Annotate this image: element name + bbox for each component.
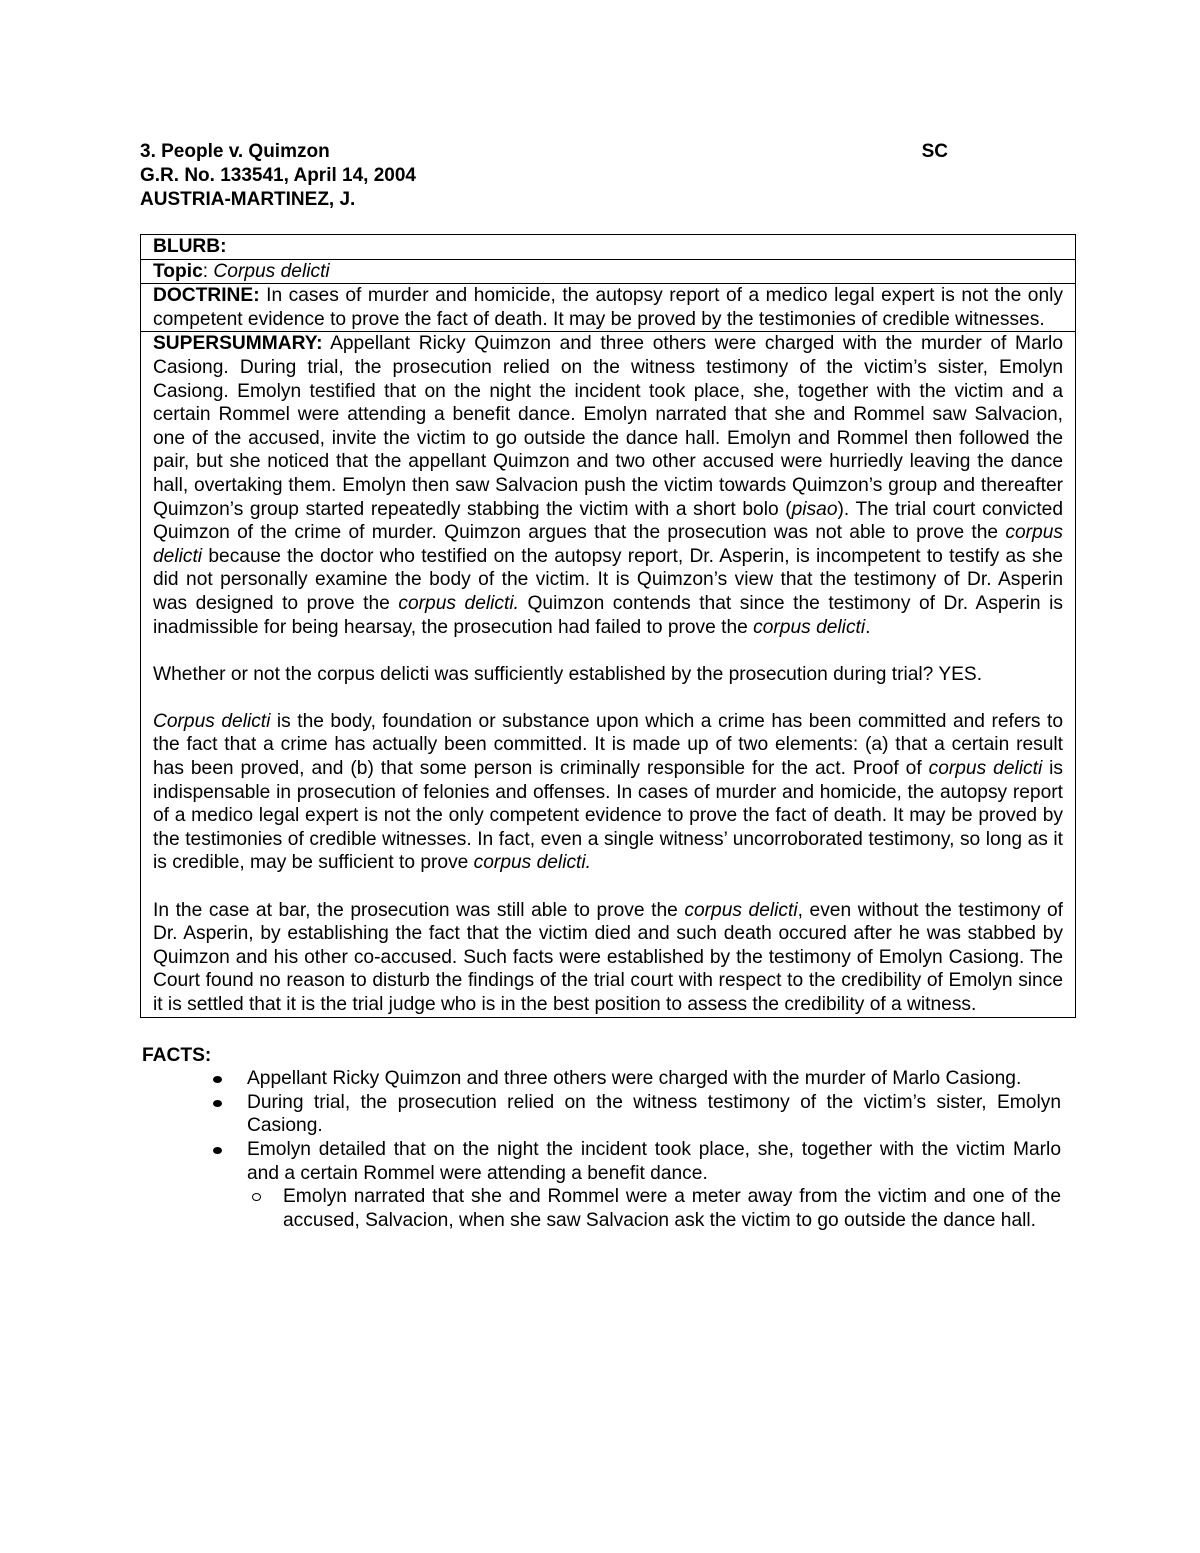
supersummary-paragraph-1 bbox=[153, 332, 1063, 639]
ss-text: . bbox=[865, 616, 871, 638]
hollow-bullet-icon bbox=[252, 1193, 261, 1201]
bullet-icon bbox=[213, 1147, 222, 1154]
bullet-icon bbox=[213, 1100, 222, 1107]
doctrine-label: DOCTRINE: bbox=[153, 285, 260, 307]
topic-cell bbox=[141, 260, 1075, 285]
ss-italic: corpus delicti bbox=[928, 758, 1043, 780]
gr-number: G.R. No. 133541, April 14, 2004 bbox=[140, 165, 416, 186]
ss-italic: corpus delicti bbox=[153, 522, 1063, 567]
topic-separator: : bbox=[202, 260, 214, 282]
ss-text: is the body, foundation or substance upon which a crime has been committed and refers to the fact that a crime has actually been committed. It is made up of two elements: (a) that a certain result has been proved, and (b) that some person is criminally responsible for the act. Proof of bbox=[153, 710, 1063, 780]
blurb-table bbox=[140, 234, 1076, 1018]
blurb-heading: BLURB: bbox=[153, 236, 227, 257]
ss-italic: corpus delicti. bbox=[473, 852, 591, 874]
ss-text: In the case at bar, the prosecution was still able to prove the bbox=[153, 899, 685, 921]
facts-section bbox=[140, 1044, 1076, 1233]
ss-text: because the doctor who testified on the autopsy report, Dr. Asperin, is incompetent to testify as she did not personally examine the body of the victim. It is Quimzon’s view that the testimony of Dr. Asperin was designed to prove the bbox=[153, 545, 1063, 614]
topic-label: Topic bbox=[153, 260, 203, 282]
doctrine-cell bbox=[141, 284, 1075, 332]
fact-text: During trial, the prosecution relied on the witness testimony of the victim’s sister, Emolyn Casiong. bbox=[247, 1091, 1061, 1137]
list-item bbox=[140, 1091, 1061, 1138]
ss-text: Appellant Ricky Quimzon and three others were charged with the murder of Marlo Casiong. During trial, the prosecution relied on the witness testimony of the victim’s sister, Emolyn Casiong. Emolyn testified that on the night the incident took place, she, together with the victim and a certain Rommel were attending a benefit dance. Emolyn narrated that she and Rommel saw Salvacion, one of the accused, invite the victim to go outside the dance hall. Emolyn and Rommel then followed the pair, but she noticed that the appellant Quimzon and two other accused were hurriedly leaving the dance hall, overtaking them. Emolyn then saw Salvacion push the victim towards Quimzon’s group and thereafter Quimzon’s group started repeatedly stabbing the victim with a short bolo ( bbox=[153, 333, 1063, 520]
list-item bbox=[140, 1067, 1061, 1091]
ponente: AUSTRIA-MARTINEZ, J. bbox=[140, 189, 356, 210]
ss-text: ). The trial court convicted Quimzon of the crime of murder. Quimzon argues that the prosecution was not able to prove the bbox=[153, 498, 1064, 544]
case-title: 3. People v. Quimzon bbox=[140, 141, 330, 162]
case-header bbox=[140, 140, 1076, 212]
sub-list-item bbox=[140, 1185, 1061, 1232]
document-page bbox=[140, 140, 1076, 1232]
blurb-heading-cell bbox=[141, 235, 1075, 260]
supersummary-cell bbox=[141, 332, 1075, 1016]
fact-text: Emolyn detailed that on the night the incident took place, she, together with the victim Marlo and a certain Rommel were attending a benefit dance. bbox=[247, 1138, 1061, 1184]
facts-heading: FACTS: bbox=[142, 1044, 212, 1066]
ss-italic: corpus delicti bbox=[684, 899, 798, 921]
list-item bbox=[140, 1138, 1061, 1185]
supersummary-paragraph-3 bbox=[153, 710, 1063, 875]
topic-value: Corpus delicti bbox=[213, 260, 330, 282]
supersummary-issue: Whether or not the corpus delicti was sufficiently established by the prosecution during trial? YES. bbox=[153, 663, 983, 685]
ss-italic: corpus delicti. bbox=[398, 592, 519, 614]
ss-text: is indispensable in prosecution of felonies and offenses. In cases of murder and homicide, the autopsy report of a medico legal expert is not the only competent evidence to prove the fact of death. It may be proved by the testimonies of credible witnesses. In fact, even a single witness’ uncorroborated testimony, so long as it is credible, may be sufficient to prove bbox=[153, 758, 1064, 874]
ss-italic: pisao bbox=[791, 498, 838, 520]
facts-list bbox=[140, 1067, 1076, 1185]
supersummary-label: SUPERSUMMARY: bbox=[153, 333, 323, 355]
ss-italic: Corpus delicti bbox=[153, 710, 271, 732]
court-label: SC bbox=[921, 141, 948, 162]
ss-italic: corpus delicti bbox=[753, 616, 866, 638]
case-title-row bbox=[140, 140, 948, 164]
ss-text: , even without the testimony of Dr. Asperin, by establishing the fact that the victim died and such death occured after he was stabbed by Quimzon and his other co-accused. Such facts were established by the testimony of Emolyn Casiong. The Court found no reason to disturb the findings of the trial court with respect to the credibility of Emolyn since it is settled that it is the trial judge who is in the best position to assess the credibility of a witness. bbox=[153, 899, 1064, 1015]
bullet-icon bbox=[213, 1076, 222, 1083]
ss-text: Quimzon contends that since the testimony of Dr. Asperin is inadmissible for being hearsay, the prosecution had failed to prove the bbox=[153, 592, 1063, 638]
doctrine-text: In cases of murder and homicide, the autopsy report of a medico legal expert is not the only competent evidence to prove the fact of death. It may be proved by the testimonies of credible witnesses. bbox=[153, 285, 1063, 330]
fact-text: Appellant Ricky Quimzon and three others were charged with the murder of Marlo Casiong. bbox=[247, 1068, 1022, 1090]
sub-fact-text: Emolyn narrated that she and Rommel were a meter away from the victim and one of the accused, Salvacion, when she saw Salvacion ask the victim to go outside the dance hall. bbox=[283, 1186, 1061, 1231]
supersummary-paragraph-4 bbox=[153, 899, 1063, 1017]
